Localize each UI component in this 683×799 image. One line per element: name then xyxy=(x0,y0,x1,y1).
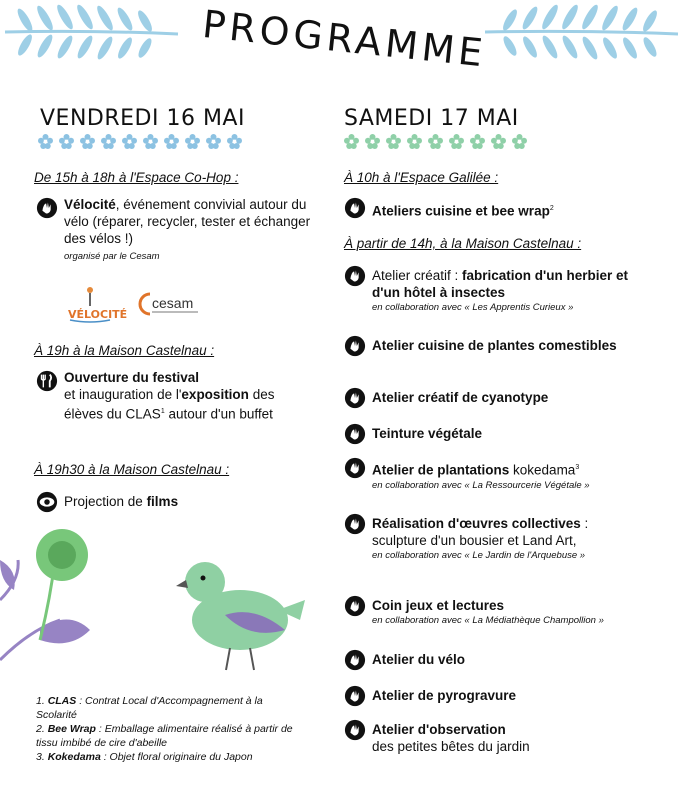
friday-flower-row xyxy=(38,134,242,149)
event-films xyxy=(36,490,316,513)
footnotes xyxy=(36,694,296,764)
saturday-heading: SAMEDI 17 MAI xyxy=(344,106,519,131)
activity-pre: Atelier créatif : xyxy=(372,268,463,283)
activity-detail: kokedama xyxy=(509,462,576,478)
activity-title: fabrication d'un herbier et d'un hôtel à insectes xyxy=(372,268,629,300)
cesam-logo xyxy=(140,290,210,320)
page-title: PROGRAMME xyxy=(200,2,489,76)
event-velocite-organizer: organisé par le Cesam xyxy=(64,251,160,262)
eye-icon xyxy=(36,491,58,513)
activity-item xyxy=(344,386,634,409)
hand-icon xyxy=(344,457,366,479)
activity-item xyxy=(344,456,634,493)
flower-icon xyxy=(470,134,485,149)
event-opening-desc-2: des élèves du CLAS xyxy=(64,387,275,422)
venue-castelnau-14h: À partir de 14h, à la Maison Castelnau : xyxy=(344,236,582,251)
activity-item xyxy=(344,512,634,563)
event-opening-desc-1: et inauguration de l' xyxy=(64,387,182,402)
flower-icon xyxy=(185,134,200,149)
hand-icon xyxy=(344,719,366,741)
flower-icon xyxy=(206,134,221,149)
activity-item xyxy=(344,684,634,707)
flower-icon xyxy=(407,134,422,149)
hand-icon xyxy=(344,685,366,707)
svg-text:cesam: cesam xyxy=(152,295,194,311)
activity-item xyxy=(344,718,634,755)
flower-icon xyxy=(227,134,242,149)
activity-title: Atelier de plantations xyxy=(372,462,510,478)
event-opening xyxy=(36,369,316,423)
event-bee-wrap-title: Ateliers cuisine et bee wrap xyxy=(372,203,550,219)
bird-icon xyxy=(176,562,305,670)
hand-icon xyxy=(36,197,58,219)
leaf-branch-right-icon xyxy=(480,0,680,60)
venue-cohop: De 15h à 18h à l'Espace Co-Hop : xyxy=(34,170,239,185)
footnote-3: 3. Kokedama : Objet floral originaire du Japon xyxy=(36,751,253,763)
hand-icon xyxy=(344,197,366,219)
activity-title: Atelier créatif de cyanotype xyxy=(372,390,549,405)
hand-icon xyxy=(344,595,366,617)
leaf-branch-left-icon xyxy=(0,0,180,60)
flower-icon xyxy=(101,134,116,149)
event-velocite-desc: , événement convivial autour du vélo (réparer, recycler, tester et échanger des vélos !) xyxy=(64,197,311,246)
hand-icon xyxy=(344,513,366,535)
footnote-1: 1. CLAS : Contrat Local d'Accompagnement à la Scolarité xyxy=(36,695,263,721)
activity-partner: en collaboration avec « Le Jardin de l'Arquebuse » xyxy=(372,550,586,561)
activity-title: Coin jeux et lectures xyxy=(372,598,505,613)
activity-partner: en collaboration avec « Les Apprentis Curieux » xyxy=(372,302,574,313)
activity-item xyxy=(344,422,634,445)
event-opening-title: Ouverture du festival xyxy=(64,370,200,385)
event-opening-desc-3: autour d'un buffet xyxy=(164,406,273,422)
activity-item xyxy=(344,334,634,357)
friday-heading: VENDREDI 16 MAI xyxy=(40,106,245,131)
flower-icon xyxy=(80,134,95,149)
flower-icon xyxy=(365,134,380,149)
event-velocite xyxy=(36,196,326,264)
activity-detail: : sculpture d'un bousier et Land Art, xyxy=(372,516,589,548)
hand-icon xyxy=(344,649,366,671)
event-velocite-title: Vélocité xyxy=(64,197,116,212)
activity-title: Atelier cuisine de plantes comestibles xyxy=(372,338,617,353)
flower-icon xyxy=(491,134,506,149)
hand-icon xyxy=(344,387,366,409)
fork-knife-icon xyxy=(36,370,58,392)
svg-text:VÉLOCITÉ: VÉLOCITÉ xyxy=(68,308,128,321)
hand-icon xyxy=(344,265,366,287)
flower-icon xyxy=(164,134,179,149)
activity-title: Atelier de pyrogravure xyxy=(372,688,517,703)
flower-icon xyxy=(344,134,359,149)
activity-title: Atelier d'observation xyxy=(372,722,506,737)
event-films-title: films xyxy=(146,494,179,509)
flower-icon xyxy=(386,134,401,149)
activity-item xyxy=(344,594,634,628)
saturday-flower-row xyxy=(344,134,527,149)
hand-icon xyxy=(344,335,366,357)
event-bee-wrap xyxy=(344,196,644,220)
activity-title: Teinture végétale xyxy=(372,426,483,441)
plant-bird-illustration xyxy=(0,520,320,680)
flower-icon xyxy=(512,134,527,149)
footnote-ref-3: 3 xyxy=(575,464,580,471)
velocite-logo xyxy=(66,284,128,324)
activity-partner: en collaboration avec « La Médiathèque Champollion » xyxy=(372,615,604,626)
flower-icon xyxy=(428,134,443,149)
hand-icon xyxy=(344,423,366,445)
venue-galilee: À 10h à l'Espace Galilée : xyxy=(344,170,499,185)
footnote-2: 2. Bee Wrap : Emballage alimentaire réalisé à partir de tissu imbibé de cire d'abeille xyxy=(36,723,293,749)
activity-partner: en collaboration avec « La Ressourcerie Végétale » xyxy=(372,479,590,491)
venue-castelnau-19h: À 19h à la Maison Castelnau : xyxy=(34,343,215,358)
event-films-pre: Projection de xyxy=(64,494,147,509)
footnote-ref-1: 1 xyxy=(160,408,165,415)
flower-icon xyxy=(122,134,137,149)
activity-item xyxy=(344,264,634,315)
venue-castelnau-19h30: À 19h30 à la Maison Castelnau : xyxy=(34,462,230,477)
flower-icon xyxy=(38,134,53,149)
activity-title: Atelier du vélo xyxy=(372,652,466,667)
activity-item xyxy=(344,648,634,671)
flower-icon xyxy=(449,134,464,149)
activity-detail: des petites bêtes du jardin xyxy=(372,739,530,754)
footnote-ref-2: 2 xyxy=(549,205,554,212)
flower-icon xyxy=(143,134,158,149)
activity-title: Réalisation d'œuvres collectives xyxy=(372,516,581,531)
event-opening-exposition: exposition xyxy=(181,387,249,402)
flower-icon xyxy=(59,134,74,149)
